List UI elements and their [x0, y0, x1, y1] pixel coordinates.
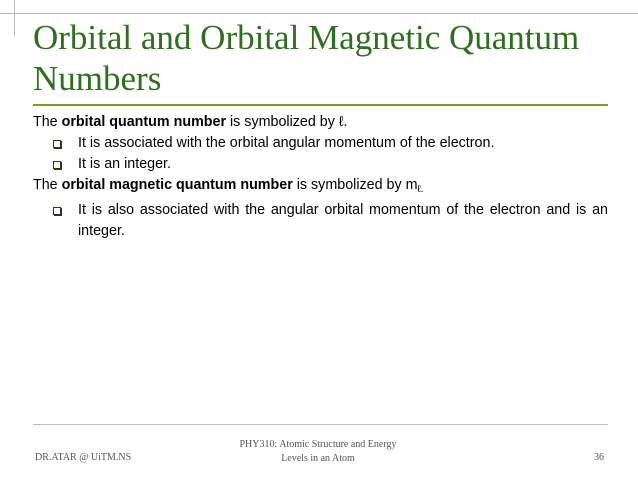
title-underline: [33, 104, 608, 106]
page-number: 36: [594, 452, 604, 463]
slide-title: Orbital and Orbital Magnetic Quantum Numbers: [33, 18, 580, 98]
line-text: is symbolized by ℓ.: [226, 114, 348, 130]
bullet-item: [33, 133, 608, 154]
body-line-orbital-magnetic: [33, 175, 608, 200]
footer-course-line2: Levels in an Atom: [281, 453, 355, 464]
bullet-text: It is associated with the orbital angular momentum of the electron.: [78, 135, 495, 151]
bullet-square-icon: [53, 161, 61, 169]
slide-body: [33, 112, 608, 242]
decorative-left-line: [14, 0, 15, 36]
line-text: The: [33, 114, 62, 130]
footer-divider: [33, 424, 608, 425]
decorative-top-line: [0, 13, 638, 14]
bullet-item: [33, 200, 608, 242]
body-line-orbital: [33, 112, 608, 133]
bullet-square-icon: [53, 207, 61, 215]
footer-course: [228, 438, 408, 466]
bullet-text: It is also associated with the angular orbital momentum of the electron and is an integer.: [78, 202, 608, 239]
line-text: The: [33, 177, 62, 193]
term-orbital-quantum-number: orbital quantum number: [61, 114, 227, 130]
term-orbital-magnetic-quantum-number: orbital magnetic quantum number: [61, 177, 293, 193]
bullet-square-icon: [53, 140, 61, 148]
subscript-l: ℓ.: [417, 184, 424, 195]
footer-course-line1: PHY310: Atomic Structure and Energy: [239, 439, 397, 450]
bullet-text: It is an integer.: [78, 156, 171, 172]
line-text: is symbolized by m: [292, 177, 418, 193]
bullet-item: [33, 154, 608, 175]
footer-author: DR.ATAR @ UiTM.NS: [35, 452, 132, 463]
